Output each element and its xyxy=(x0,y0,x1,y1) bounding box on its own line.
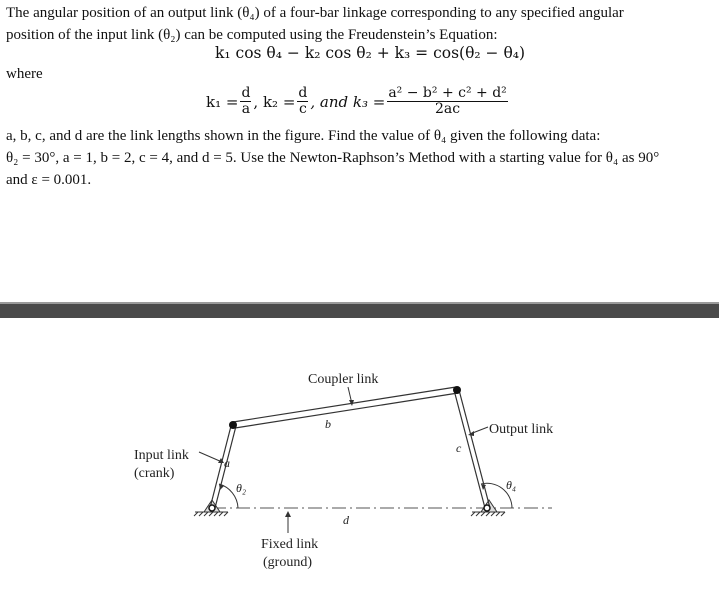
problem-line-5: and ε = 0.001. xyxy=(6,172,92,188)
freudenstein-equation: k₁ cos θ₄ − k₂ cos θ₂ + k₃ = cos(θ₂ − θ₄) xyxy=(215,44,526,62)
input-link-a xyxy=(210,426,236,508)
where-label: where xyxy=(6,66,43,82)
ground-pivot-right xyxy=(484,505,490,511)
fixed-arrowhead xyxy=(285,511,291,517)
k1-numerator: d xyxy=(241,85,251,101)
input-link-label: Input link xyxy=(134,448,189,463)
input-leader xyxy=(199,452,222,462)
k3-numerator: a² − b² + c² + d² xyxy=(388,85,507,101)
c-label: c xyxy=(456,441,462,455)
problem-line-3: a, b, c, and d are the link lengths shown in the figure. Find the value of θ₄ given the following data: xyxy=(6,128,601,144)
k2-numerator: d xyxy=(298,85,308,101)
problem-line-2: position of the input link (θ₂) can be computed using the Freudenstein’s Equation: xyxy=(6,27,498,43)
problem-line-4: θ₂ = 30°, a = 1, b = 2, c = 4, and d = 5. Use the Newton-Raphson’s Method with a starting value for θ₄ as 90° xyxy=(6,150,660,166)
k1-lhs: k₁ = xyxy=(206,92,239,111)
coupler-link-label: Coupler link xyxy=(308,372,379,387)
d-label: d xyxy=(343,513,349,527)
a-label: a xyxy=(224,456,230,470)
joint-a-b xyxy=(229,421,237,429)
k2-denominator: c xyxy=(298,101,307,117)
ground-hatch-left xyxy=(194,512,228,516)
coupler-link-b xyxy=(233,387,458,428)
joint-b-c xyxy=(453,386,461,394)
problem-line-1: The angular position of an output link (θ₄) of a four-bar linkage corresponding to any specified angular xyxy=(6,5,624,21)
output-arrowhead xyxy=(468,431,474,436)
input-link-sublabel: (crank) xyxy=(134,466,175,481)
fixed-link-sublabel: (ground) xyxy=(263,555,312,570)
b-label: b xyxy=(325,417,331,431)
theta4-label: θ₄ xyxy=(506,478,517,492)
theta2-label: θ₂ xyxy=(236,481,247,495)
ground-hatch-right xyxy=(471,512,505,516)
ground-pivot-left xyxy=(209,505,215,511)
fixed-link-label: Fixed link xyxy=(261,537,319,552)
output-link-label: Output link xyxy=(489,422,554,437)
k3-lhs: , and k₃ = xyxy=(310,92,386,111)
k1-denominator: a xyxy=(241,101,251,117)
k2-lhs: , k₂ = xyxy=(253,92,296,111)
k3-denominator: 2ac xyxy=(435,101,461,117)
